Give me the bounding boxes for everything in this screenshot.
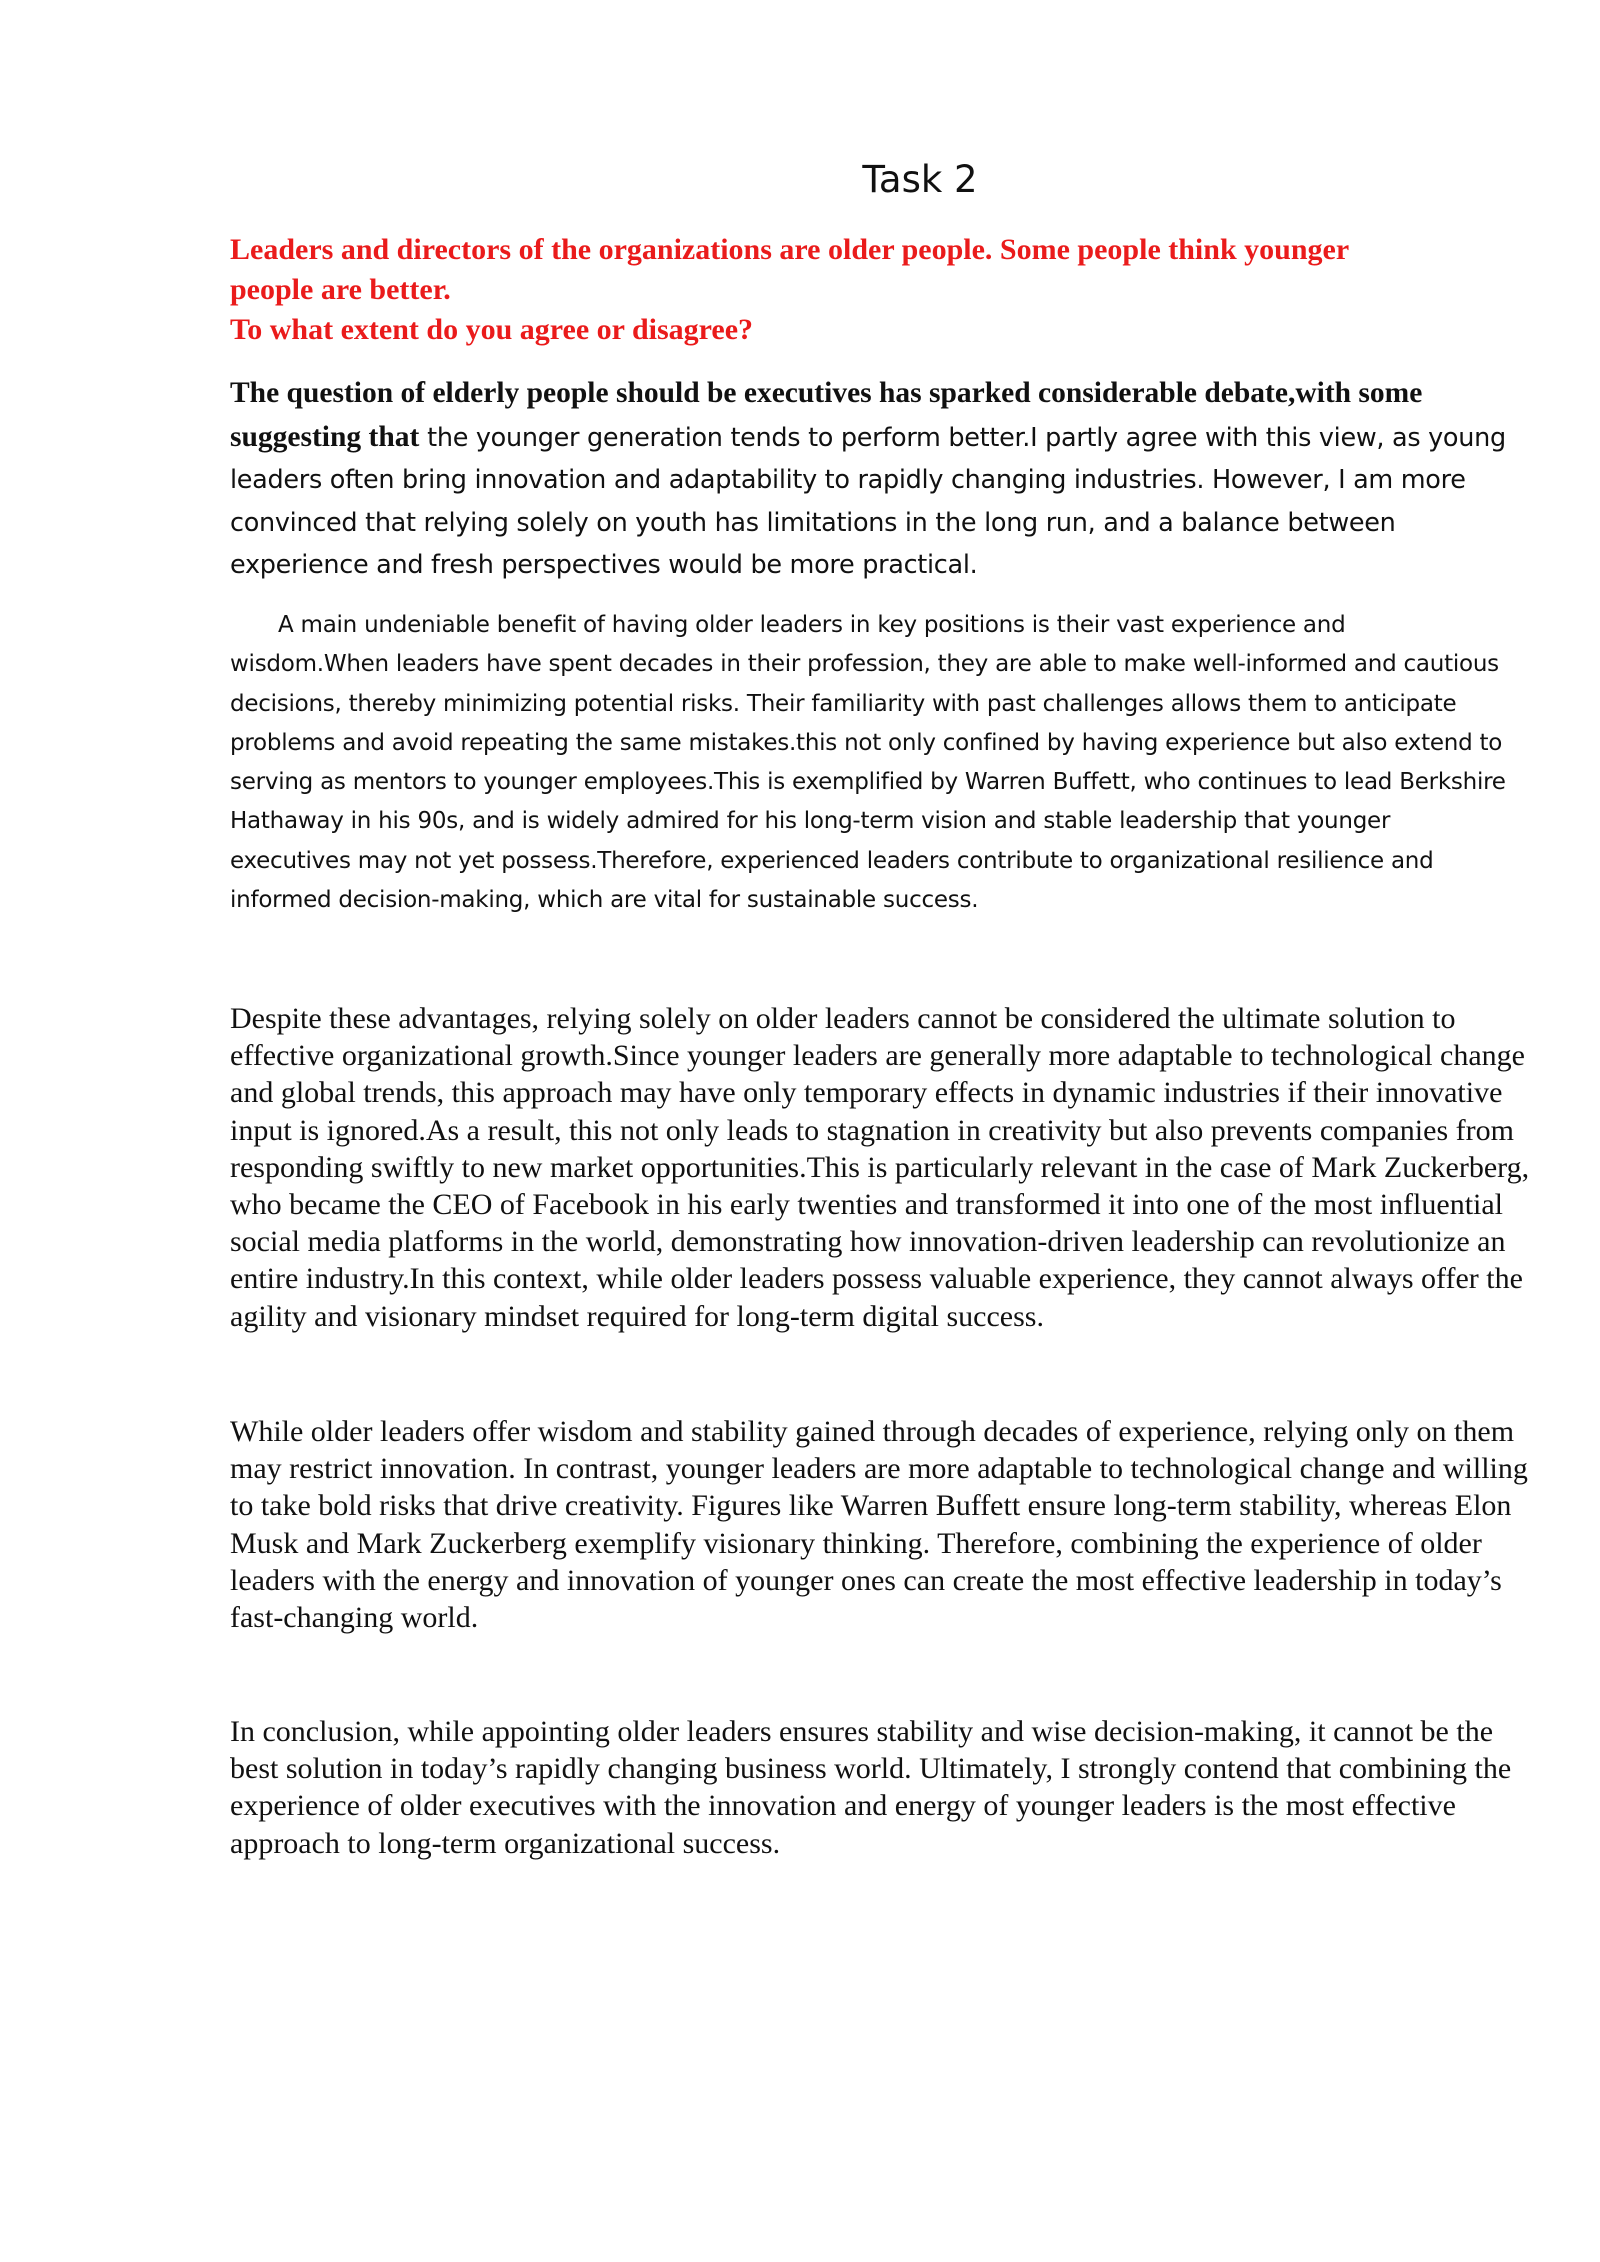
body-paragraph-3: While older leaders offer wisdom and stability gained through decades of experience, relying only on them may restrict innovation. In contrast, younger leaders are more adaptable to technological change and willing to take bold risks that drive creativity. Figures like Warren Buffett ensure long-term stability, whereas Elon Musk and Mark Zuckerberg exemplify visionary thinking. Therefore, combining the experience of older leaders with the energy and innovation of younger ones can create the most effective leadership in today’s fast-changing world. xyxy=(230,1415,1528,1635)
task-prompt-line-3: To what extent do you agree or disagree? xyxy=(230,313,754,346)
body-paragraph-1: A main undeniable benefit of having older leaders in key positions is their vast experience and wisdom.When leaders have spent decades in their profession, they are able to make well-informed and cautious decisions, thereby minimizing potential risks. Their familiarity with past challenges allows them to anticipate problems and avoid repeating the same mistakes.this not only confined by having experience but also extend to serving as mentors to younger employees.This is exemplified by Warren Buffett, who continues to lead Berkshire Hathaway in his 90s, and is widely admired for his long-term vision and stable leadership that younger executives may not yet possess.Therefore, experienced leaders contribute to organizational resilience and informed decision-making, which are vital for sustainable success. xyxy=(230,612,1506,914)
introduction-bold-lead: The question of elderly people should be executives has sparked considerable debate,with some suggesting that xyxy=(230,377,1423,453)
task-prompt-line-2: people are better. xyxy=(230,273,451,306)
task-prompt-line-1: Leaders and directors of the organizations are older people. Some people think younger xyxy=(230,233,1350,266)
introduction-text: the younger generation tends to perform better.I partly agree with this view, as young leaders often bring innovation and adaptability to rapidly changing industries. However, I am more convinced that relying solely on youth has limitations in the long run, and a balance between experience and fresh perspectives would be more practical. xyxy=(230,422,1506,580)
document-title: Task 2 xyxy=(862,158,978,201)
conclusion-paragraph: In conclusion, while appointing older leaders ensures stability and wise decision-making, it cannot be the best solution in today’s rapidly changing business world. Ultimately, I strongly contend that combining the experience of older executives with the innovation and energy of younger leaders is the most effective approach to long-term organizational success. xyxy=(230,1715,1512,1860)
task-prompt xyxy=(230,230,1520,350)
body-paragraph-2: Despite these advantages, relying solely on older leaders cannot be considered the ultimate solution to effective organizational growth.Since younger leaders are generally more adaptable to technological change and global trends, this approach may have only temporary effects in dynamic industries if their innovative input is ignored.As a result, this not only leads to stagnation in creativity but also prevents companies from responding swiftly to new market opportunities.This is particularly relevant in the case of Mark Zuckerberg, who became the CEO of Facebook in his early twenties and transformed it into one of the most influential social media platforms in the world, demonstrating how innovation-driven leadership can revolutionize an entire industry.In this context, while older leaders possess valuable experience, they cannot always offer the agility and visionary mindset required for long-term digital success. xyxy=(230,1002,1530,1333)
introduction-paragraph xyxy=(230,372,1510,587)
